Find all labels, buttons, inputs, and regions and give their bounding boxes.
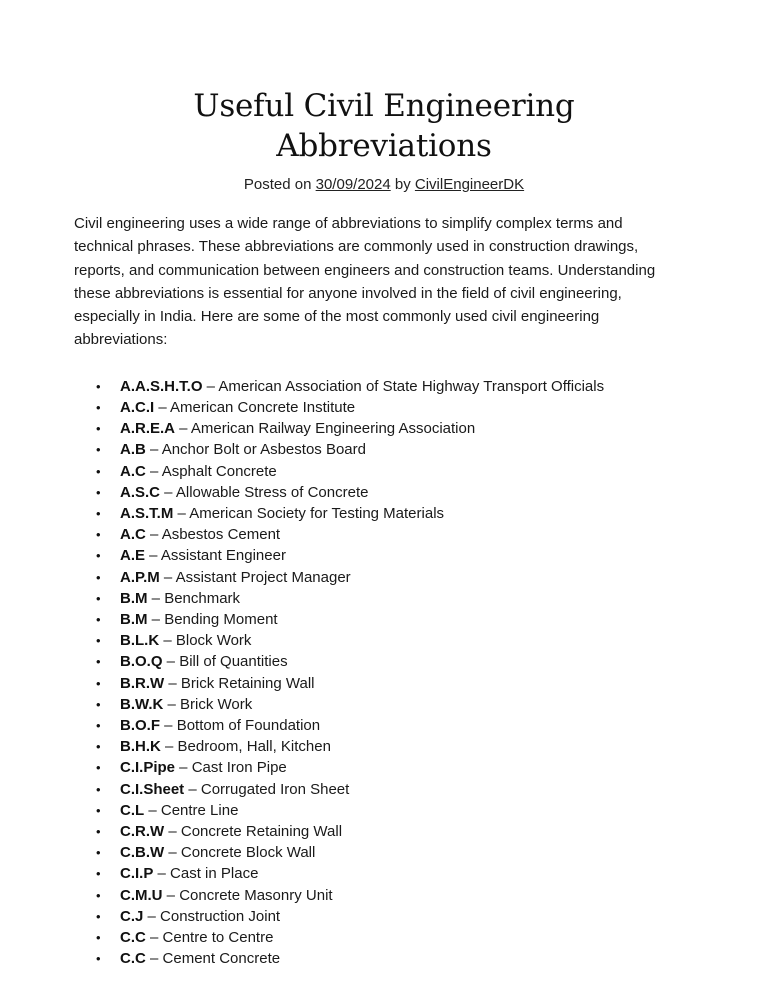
abbreviation-term: C.I.Pipe <box>120 759 176 777</box>
abbreviation-meaning: Cast Iron Pipe <box>191 759 287 777</box>
abbreviation-separator: – <box>145 441 162 459</box>
abbreviation-meaning: Centre Line <box>160 801 239 819</box>
abbreviation-meaning: Cast in Place <box>170 865 259 883</box>
abbreviation-meaning: Asbestos Cement <box>161 526 281 544</box>
list-item <box>120 927 672 948</box>
abbreviation-separator: – <box>147 611 165 629</box>
abbreviation-meaning: Bending Moment <box>164 611 278 629</box>
abbreviation-meaning: Bottom of Foundation <box>176 717 321 735</box>
abbreviation-term: B.O.F <box>120 717 160 735</box>
abbreviation-separator: – <box>184 780 201 798</box>
abbreviation-term: C.L <box>120 801 145 819</box>
abbreviation-term: B.L.K <box>120 632 160 650</box>
abbreviation-separator: – <box>162 886 180 904</box>
abbreviation-separator: – <box>175 759 192 777</box>
abbreviation-meaning: Bedroom, Hall, Kitchen <box>177 738 331 756</box>
abbreviation-separator: – <box>154 398 171 416</box>
abbreviation-meaning: American Railway Engineering Association <box>190 420 476 438</box>
abbreviation-meaning: Corrugated Iron Sheet <box>200 780 350 798</box>
abbreviation-term: C.I.Sheet <box>120 780 185 798</box>
abbreviation-term: A.C <box>120 526 146 544</box>
abbreviation-separator: – <box>143 907 161 925</box>
list-item <box>120 524 672 545</box>
list-item <box>120 906 672 927</box>
abbreviation-term: A.S.C <box>120 483 161 501</box>
abbreviation-term: B.M <box>120 611 148 629</box>
list-item <box>120 397 672 418</box>
abbreviation-separator: – <box>160 738 178 756</box>
list-item <box>120 821 672 842</box>
abbreviation-separator: – <box>173 505 190 522</box>
abbreviation-meaning: Asphalt Concrete <box>161 462 277 480</box>
abbreviation-meaning: Allowable Stress of Concrete <box>175 483 369 501</box>
list-item <box>120 482 672 503</box>
abbreviation-meaning: Cement Concrete <box>162 950 281 968</box>
abbreviation-separator: – <box>164 674 181 692</box>
list-item <box>120 439 672 460</box>
abbreviation-meaning: American Concrete Institute <box>170 398 356 416</box>
abbreviation-separator: – <box>159 568 176 586</box>
abbreviation-term: A.C <box>120 462 146 480</box>
list-item <box>120 503 672 524</box>
by-label: by <box>394 176 411 193</box>
abbreviation-separator: – <box>153 865 171 883</box>
list-item <box>120 736 672 757</box>
list-item <box>120 376 672 397</box>
abbreviation-separator: – <box>160 717 177 735</box>
abbreviation-meaning: Concrete Masonry Unit <box>179 886 333 904</box>
list-item <box>120 609 672 630</box>
abbreviation-separator: – <box>162 653 180 671</box>
abbreviation-term: B.H.K <box>120 738 161 756</box>
list-item <box>120 588 672 609</box>
abbreviation-term: C.J <box>120 907 144 925</box>
abbreviation-list <box>74 376 672 970</box>
post-date-link[interactable]: 30/09/2024 <box>315 176 391 193</box>
abbreviation-separator: – <box>159 632 176 650</box>
list-item <box>120 842 672 863</box>
abbreviation-term: C.C <box>120 929 146 947</box>
abbreviation-term: B.W.K <box>120 695 164 713</box>
list-item <box>120 545 672 566</box>
abbreviation-separator: – <box>164 823 181 841</box>
abbreviation-separator: – <box>202 377 219 395</box>
abbreviation-meaning: Brick Work <box>180 695 253 713</box>
abbreviation-meaning: American Society for Testing Materials <box>189 505 445 522</box>
list-item <box>120 779 672 800</box>
list-item <box>120 948 672 969</box>
abbreviation-meaning: Anchor Bolt or Asbestos Board <box>161 441 366 459</box>
intro-paragraph: Civil engineering uses a wide range of abbreviations to simplify complex terms and technical phrases. These abbreviations are commonly used in construction drawings, reports, and communication between engineers and construction teams. Understanding these abbreviations is essential for anyone involved in the field of civil engineering, especially in India. Here are some of the most commonly used civil engineering abbreviations: <box>74 215 656 349</box>
abbreviation-term: A.R.E.A <box>120 420 176 438</box>
abbreviation-term: C.I.P <box>120 865 154 883</box>
post-meta <box>96 175 672 195</box>
abbreviation-separator: – <box>145 462 162 480</box>
abbreviation-meaning: Centre to Centre <box>162 929 274 947</box>
abbreviation-meaning: Assistant Project Manager <box>175 568 351 586</box>
list-item <box>120 800 672 821</box>
abbreviation-separator: – <box>160 483 176 501</box>
abbreviation-meaning: Concrete Retaining Wall <box>180 823 343 841</box>
abbreviation-meaning: Benchmark <box>164 589 241 607</box>
abbreviation-separator: – <box>164 844 181 862</box>
abbreviation-meaning: Concrete Block Wall <box>180 844 316 862</box>
abbreviation-term: C.B.W <box>120 844 165 862</box>
abbreviation-separator: – <box>144 801 161 819</box>
list-item <box>120 694 672 715</box>
abbreviation-term: A.P.M <box>120 568 160 586</box>
abbreviation-meaning: Construction Joint <box>160 907 281 925</box>
abbreviation-term: B.M <box>120 589 148 607</box>
abbreviation-separator: – <box>163 695 181 713</box>
list-item <box>120 651 672 672</box>
list-item <box>120 715 672 736</box>
abbreviation-separator: – <box>145 526 162 544</box>
list-item <box>120 630 672 651</box>
posted-on-label: Posted on <box>243 176 312 193</box>
abbreviation-term: B.O.Q <box>120 653 163 671</box>
abbreviation-meaning: Brick Retaining Wall <box>180 674 315 692</box>
abbreviation-term: A.A.S.H.T.O <box>120 377 203 395</box>
abbreviation-separator: – <box>147 589 165 607</box>
list-item <box>120 863 672 884</box>
list-item <box>120 757 672 778</box>
abbreviation-separator: – <box>145 929 163 947</box>
list-item <box>120 885 672 906</box>
list-item <box>120 567 672 588</box>
abbreviation-term: A.S.T.M <box>120 505 174 522</box>
list-item <box>120 418 672 439</box>
abbreviation-separator: – <box>175 420 191 438</box>
abbreviation-meaning: Block Work <box>175 632 252 650</box>
abbreviation-term: A.C.I <box>120 398 155 416</box>
list-item <box>120 673 672 694</box>
abbreviation-term: A.B <box>120 441 146 459</box>
abbreviation-term: B.R.W <box>120 674 165 692</box>
author-link[interactable]: CivilEngineerDK <box>414 176 525 193</box>
abbreviation-meaning: American Association of State Highway Transport Officials <box>218 377 605 395</box>
abbreviation-term: C.R.W <box>120 823 165 841</box>
abbreviation-term: C.M.U <box>120 886 163 904</box>
abbreviation-meaning: Bill of Quantities <box>179 653 288 671</box>
page-title: Useful Civil Engineering Abbreviations <box>193 88 575 164</box>
abbreviation-meaning: Assistant Engineer <box>160 547 286 565</box>
list-item <box>120 461 672 482</box>
abbreviation-separator: – <box>145 547 161 565</box>
abbreviation-term: C.C <box>120 950 146 968</box>
abbreviation-term: A.E <box>120 547 146 565</box>
abbreviation-separator: – <box>145 950 163 968</box>
